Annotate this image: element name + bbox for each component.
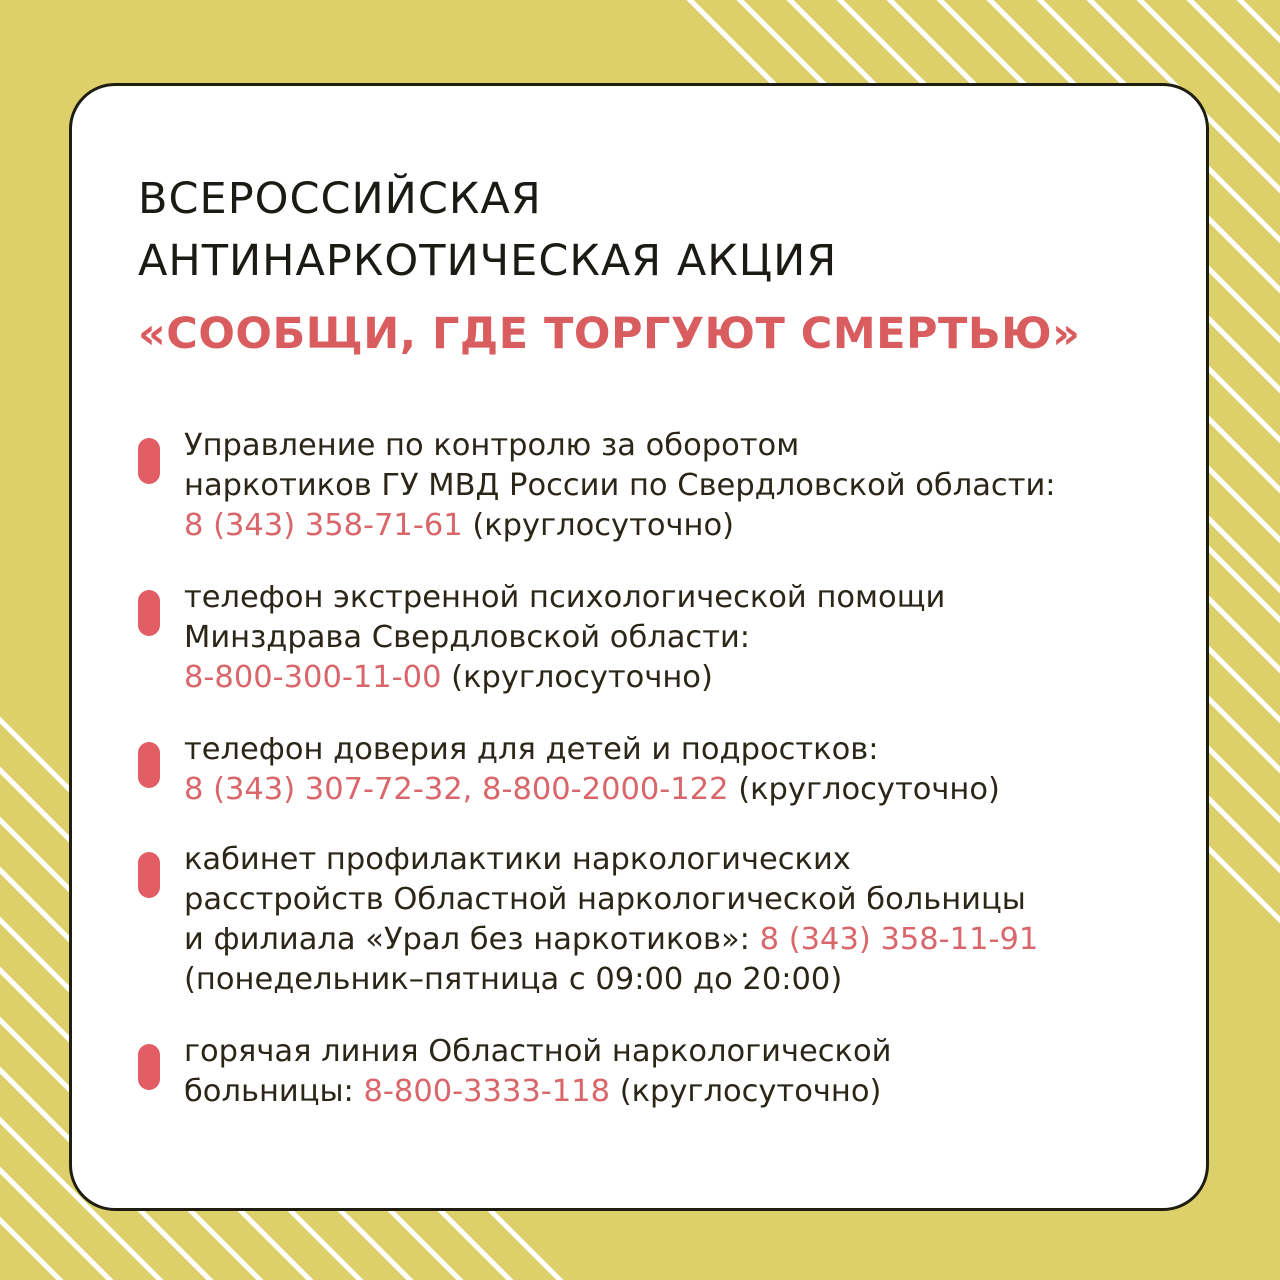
phone-number[interactable]: 8-800-300-11-00 [184, 660, 442, 695]
item-text-line: расстройств Областной наркологической больницы [184, 882, 1026, 917]
item-text-line [184, 506, 1194, 546]
campaign-slogan: «СООБЩИ, ГДЕ ТОРГУЮТ СМЕРТЬЮ» [138, 309, 1081, 359]
availability-note: (круглосуточно) [462, 508, 735, 543]
item-text-fragment: больницы: [184, 1074, 364, 1109]
heading-line-1: ВСЕРОССИЙСКАЯ [138, 174, 542, 224]
item-text-line: кабинет профилактики наркологических [184, 842, 851, 877]
phone-number[interactable]: 8 (343) 358-11-91 [759, 922, 1039, 957]
item-text-line: телефон доверия для детей и подростков: [184, 732, 879, 767]
item-text-line: телефон экстренной психологической помощи [184, 580, 946, 615]
list-item-drug-control [184, 426, 1194, 546]
availability-note: (круглосуточно) [728, 772, 1000, 807]
info-card [69, 83, 1209, 1211]
availability-note: (круглосуточно) [441, 660, 713, 695]
bullet-marker [138, 742, 160, 788]
heading-line-2: АНТИНАРКОТИЧЕСКАЯ АКЦИЯ [138, 236, 838, 286]
bullet-marker [138, 438, 160, 484]
availability-note: (круглосуточно) [610, 1074, 882, 1109]
item-text-line: наркотиков ГУ МВД России по Свердловской области: [184, 468, 1056, 503]
item-text-line [184, 770, 1194, 810]
bullet-marker [138, 590, 160, 636]
working-hours: (понедельник–пятница с 09:00 до 20:00) [184, 962, 843, 997]
item-text-line [184, 920, 1194, 960]
bullet-marker [138, 1044, 160, 1090]
list-item-hotline [184, 1032, 1194, 1112]
item-text-line: горячая линия Областной наркологической [184, 1034, 892, 1069]
list-item-psych-help [184, 578, 1194, 698]
item-text-line [184, 1072, 1194, 1112]
item-text-fragment: и филиала «Урал без наркотиков»: [184, 922, 760, 957]
list-item-helpline-children [184, 730, 1194, 810]
phone-number[interactable]: 8 (343) 307-72-32, 8-800-2000-122 [184, 772, 729, 807]
phone-number[interactable]: 8 (343) 358-71-61 [184, 508, 463, 543]
contact-list [72, 86, 1206, 1208]
list-item-prevention-office [184, 840, 1194, 1000]
item-text-line: Управление по контролю за оборотом [184, 428, 800, 463]
phone-number[interactable]: 8-800-3333-118 [363, 1074, 610, 1109]
item-text-line [184, 658, 1194, 698]
item-text-line: Минздрава Свердловской области: [184, 620, 751, 655]
bullet-marker [138, 852, 160, 898]
